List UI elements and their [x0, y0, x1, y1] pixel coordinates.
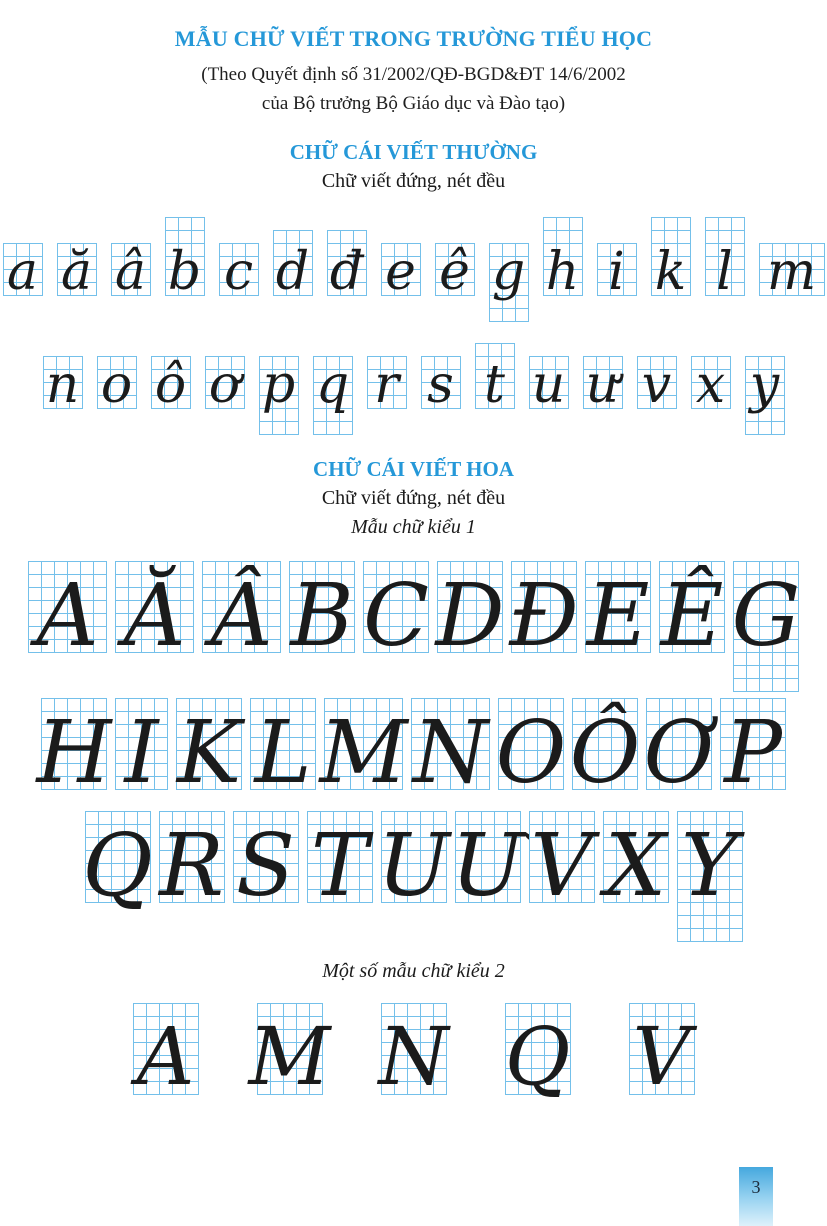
letter-tile [509, 561, 579, 666]
letter-tile [133, 1003, 199, 1103]
letter-tile [248, 1003, 331, 1103]
letter-tile [643, 698, 715, 803]
letter-tile [435, 242, 475, 302]
style1-label: Mẫu chữ kiểu 1 [351, 516, 476, 538]
letter-tile [367, 355, 407, 415]
letter-tile [411, 698, 490, 803]
section-heading-lowercase: CHỮ CÁI VIẾT THƯỜNG [289, 140, 538, 164]
letter-glyph: S [236, 816, 295, 916]
letter-glyph: M [248, 1010, 331, 1103]
letter-tile [205, 355, 245, 415]
letter-glyph: G [731, 566, 801, 666]
letter-glyph: n [45, 355, 80, 415]
letter-glyph: B [290, 566, 354, 666]
letter-tile [273, 230, 313, 302]
letter-tile [585, 561, 651, 666]
letter-tile [603, 811, 669, 916]
letter-glyph: R [159, 816, 224, 916]
letter-tile [435, 561, 505, 666]
letter-tile [377, 811, 450, 916]
style2-row [0, 1003, 827, 1103]
letter-tile [597, 242, 637, 302]
letter-tile [219, 242, 259, 302]
letter-tile [529, 811, 595, 916]
uppercase-row-3 [0, 811, 827, 942]
letter-tile [159, 811, 225, 916]
letter-tile [233, 811, 299, 916]
letter-glyph: b [167, 242, 202, 302]
letter-glyph: Ư [451, 816, 524, 916]
letter-glyph: U [377, 816, 450, 916]
letter-tile [659, 561, 725, 666]
letter-glyph: e [385, 242, 416, 302]
page-number-box [739, 1167, 773, 1226]
letter-glyph: Q [82, 816, 153, 916]
letter-tile [319, 698, 408, 803]
letter-glyph: V [632, 1010, 691, 1103]
letter-glyph: N [412, 703, 489, 803]
letter-glyph: ê [439, 242, 470, 302]
letter-glyph: Ă [123, 566, 186, 666]
letter-tile [28, 561, 107, 666]
subheading-uppercase: Chữ viết đứng, nét đều [321, 487, 506, 509]
letter-tile [381, 242, 421, 302]
letter-tile [378, 1003, 449, 1103]
letter-tile [651, 217, 691, 302]
letter-tile [115, 561, 194, 666]
letter-glyph: u [531, 355, 566, 415]
letter-glyph: Â [210, 566, 273, 666]
lowercase-row-1 [0, 217, 827, 322]
letter-tile [745, 356, 785, 435]
letter-glyph: Ê [660, 566, 724, 666]
letter-glyph: ơ [208, 355, 241, 415]
letter-glyph: D [435, 566, 505, 666]
letter-glyph: r [374, 355, 399, 415]
decree-line-1: (Theo Quyết định số 31/2002/QĐ-BGD&ĐT 14/6/2002 [201, 64, 626, 85]
letter-tile [97, 355, 137, 415]
letter-glyph: a [6, 242, 39, 302]
letter-glyph: Q [504, 1010, 571, 1103]
letter-glyph: K [176, 703, 242, 803]
page-number: 3 [751, 1177, 761, 1197]
letter-tile [691, 355, 731, 415]
style2-label: Một số mẫu chữ kiểu 2 [322, 960, 505, 982]
letter-glyph: Ơ [643, 703, 715, 803]
section-heading-uppercase: CHỮ CÁI VIẾT HOA [313, 457, 514, 481]
letter-glyph: A [136, 1010, 195, 1103]
letter-tile [115, 698, 168, 803]
letter-glyph: O [495, 703, 567, 803]
uppercase-row-2 [0, 698, 827, 803]
letter-glyph: v [641, 355, 672, 415]
letter-glyph: c [223, 242, 254, 302]
letter-glyph: q [315, 355, 350, 415]
letter-glyph: s [427, 355, 454, 415]
letter-glyph: T [310, 816, 369, 916]
letter-glyph: I [124, 703, 159, 803]
letter-glyph: Đ [509, 566, 579, 666]
letter-tile [57, 242, 97, 302]
letter-glyph: d [275, 242, 310, 302]
letter-tile [637, 355, 677, 415]
letter-glyph: Ô [569, 703, 641, 803]
letter-glyph: o [100, 355, 133, 415]
letter-glyph: m [766, 242, 817, 302]
letter-glyph: H [36, 703, 112, 803]
letter-tile [569, 698, 641, 803]
letter-glyph: P [724, 703, 782, 803]
letter-glyph: p [261, 355, 296, 415]
letter-glyph: g [491, 242, 526, 302]
letter-glyph: L [254, 703, 312, 803]
letter-tile [36, 698, 112, 803]
letter-tile [629, 1003, 695, 1103]
letter-glyph: l [716, 242, 733, 302]
letter-tile [720, 698, 786, 803]
letter-tile [259, 356, 299, 435]
letter-tile [759, 242, 825, 302]
letter-tile [176, 698, 242, 803]
letter-tile [307, 811, 373, 916]
letter-tile [495, 698, 567, 803]
letter-tile [151, 355, 191, 415]
letter-tile [529, 355, 569, 415]
letter-glyph: V [530, 816, 593, 916]
letter-glyph: Y [681, 816, 738, 916]
letter-glyph: N [378, 1010, 449, 1103]
lowercase-row-2 [0, 330, 827, 435]
letter-tile [583, 355, 623, 415]
letter-glyph: ư [585, 355, 620, 415]
letter-tile [451, 811, 524, 916]
letter-glyph: E [586, 566, 650, 666]
letter-glyph: h [545, 242, 580, 302]
letter-glyph: ô [154, 355, 187, 415]
letter-tile [111, 242, 151, 302]
letter-tile [504, 1003, 571, 1103]
letter-tile [677, 811, 743, 942]
letter-glyph: k [654, 242, 687, 302]
letter-glyph: X [604, 816, 667, 916]
subheading-lowercase: Chữ viết đứng, nét đều [321, 170, 506, 192]
letter-tile [202, 561, 281, 666]
page-title: MẪU CHỮ VIẾT TRONG TRƯỜNG TIỂU HỌC [174, 26, 653, 51]
letter-glyph: t [484, 355, 505, 415]
decree-line-2: của Bộ trưởng Bộ Giáo dục và Đào tạo) [261, 93, 566, 114]
letter-glyph: A [36, 566, 99, 666]
letter-glyph: M [319, 703, 408, 803]
letter-tile [313, 356, 353, 435]
letter-glyph: đ [329, 242, 364, 302]
letter-tile [421, 355, 461, 415]
uppercase-row-1 [0, 561, 827, 692]
letter-tile [733, 561, 799, 692]
letter-tile [3, 242, 43, 302]
letter-tile [43, 355, 83, 415]
letter-tile [165, 217, 205, 302]
letter-glyph: C [363, 566, 429, 666]
letter-glyph: ă [60, 242, 93, 302]
letter-tile [289, 561, 355, 666]
letter-glyph: â [114, 242, 147, 302]
letter-tile [250, 698, 316, 803]
letter-tile [363, 561, 429, 666]
letter-tile [82, 811, 153, 916]
letter-glyph: i [608, 242, 625, 302]
letter-tile [489, 243, 529, 322]
letter-tile [705, 217, 745, 302]
letter-glyph: x [695, 355, 726, 415]
letter-glyph: y [749, 355, 780, 415]
letter-tile [543, 217, 583, 302]
letter-tile [327, 230, 367, 302]
letter-tile [475, 343, 515, 415]
